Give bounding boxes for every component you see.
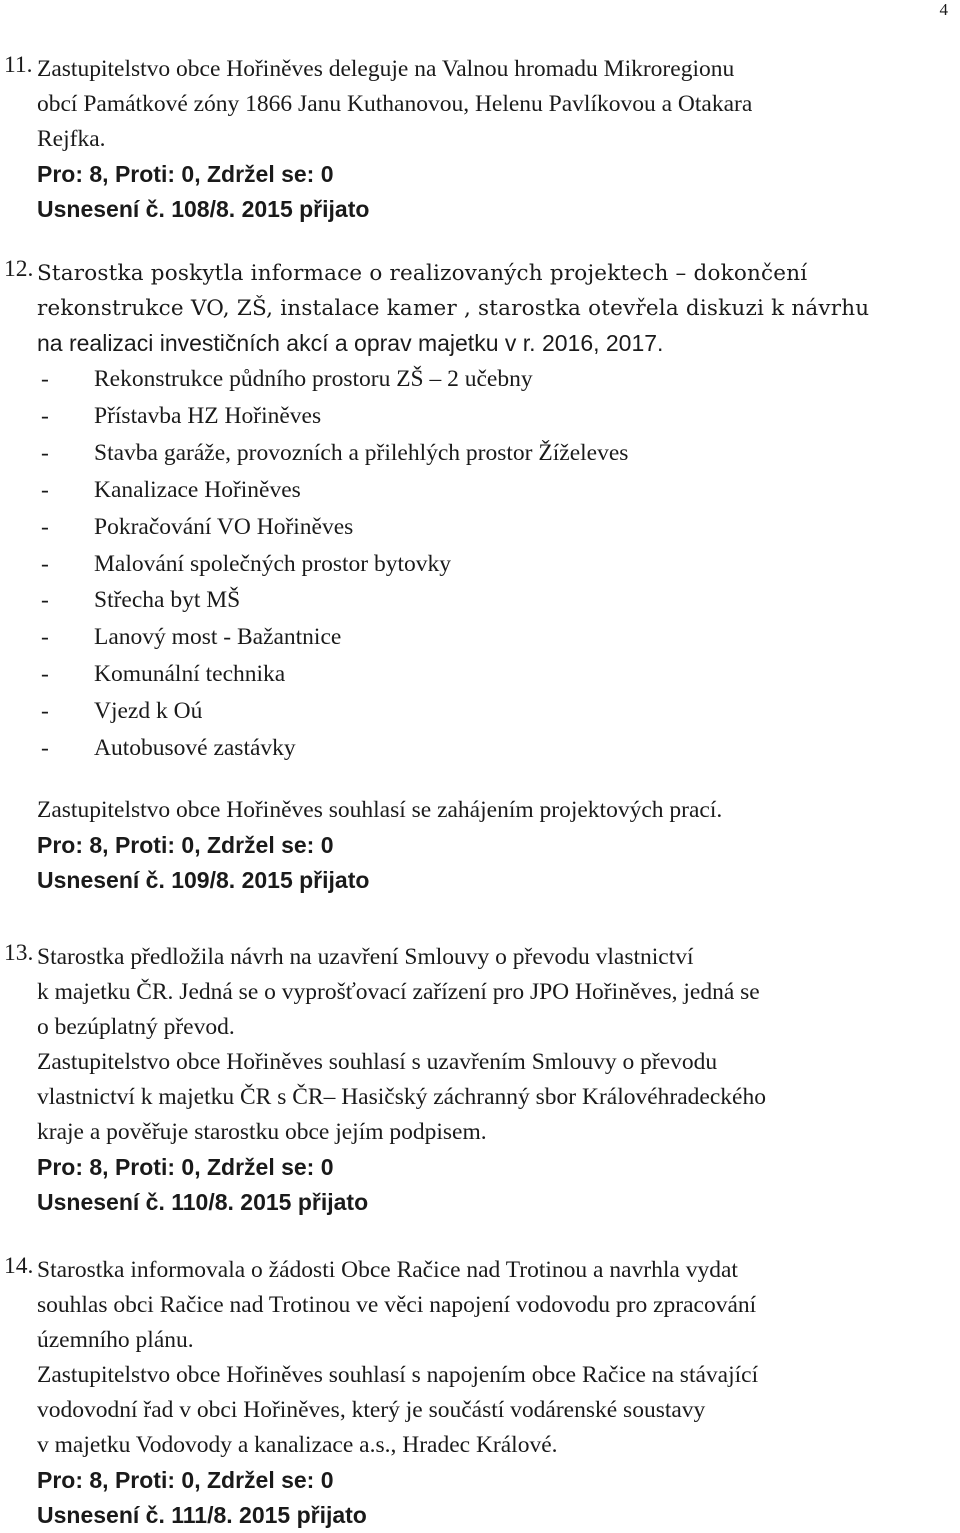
project-label: Autobusové zastávky — [94, 735, 296, 762]
item-text-line: Starostka poskytla informace o realizovaných projektech – dokončení — [37, 261, 808, 286]
project-label: Komunální technika — [94, 661, 286, 688]
item-number: 12. — [4, 256, 34, 282]
page-number: 4 — [939, 0, 948, 19]
list-item: - Malování společných prostor bytovky — [0, 546, 952, 583]
project-label: Pokračování VO Hořiněves — [94, 513, 354, 540]
resolution-status: Usnesení č. 109/8. 2015 přijato — [37, 866, 370, 893]
list-item: - Vjezd k Oú — [0, 693, 952, 730]
item-text-line: Starostka předložila návrh na uzavření Smlouvy o převodu vlastnictví — [37, 944, 694, 970]
agenda-item-14 — [0, 1253, 952, 1533]
project-label: Lanový most - Bažantnice — [94, 624, 342, 651]
list-item: - Autobusové zastávky — [0, 730, 952, 767]
project-label: Střecha byt MŠ — [94, 587, 241, 614]
vote-result: Pro: 8, Proti: 0, Zdržel se: 0 — [37, 1154, 334, 1180]
project-label: Přístavba HZ Hořiněves — [94, 402, 322, 429]
item-number: 14. — [4, 1253, 34, 1279]
list-item: - Přístavba HZ Hořiněves — [0, 398, 952, 435]
agenda-item-13 — [0, 940, 952, 1220]
list-item: - Pokračování VO Hořiněves — [0, 509, 952, 546]
item-text-line: Rejfka. — [37, 126, 106, 152]
project-label: Stavba garáže, provozních a přilehlých prostor Žíželeves — [94, 439, 629, 466]
item-number: 11. — [4, 52, 33, 78]
item-text-line: kraje a pověřuje starostku obce jejím podpisem. — [37, 1119, 487, 1145]
item-text-line: k majetku ČR. Jedná se o vyprošťovací zařízení pro JPO Hořiněves, jedná se — [37, 979, 760, 1005]
resolution-status: Usnesení č. 110/8. 2015 přijato — [37, 1189, 369, 1215]
project-label: Kanalizace Hořiněves — [94, 476, 301, 503]
item-text-line: rekonstrukce VO, ZŠ, instalace kamer , starostka otevřela diskuzi k návrhu — [37, 296, 870, 321]
item-number: 13. — [4, 940, 34, 966]
list-item: - Střecha byt MŠ — [0, 582, 952, 619]
item-text-line: o bezúplatný převod. — [37, 1014, 235, 1040]
resolution-status: Usnesení č. 111/8. 2015 přijato — [37, 1502, 367, 1528]
item-text-line: vlastnictví k majetku ČR s ČR– Hasičský záchranný sbor Královéhradeckého — [37, 1084, 766, 1110]
agenda-item-11 — [0, 52, 952, 227]
vote-result: Pro: 8, Proti: 0, Zdržel se: 0 — [37, 1467, 334, 1493]
decision-text: Zastupitelstvo obce Hořiněves souhlasí se zahájením projektových prací. — [37, 796, 723, 823]
agenda-item-12 — [0, 256, 952, 898]
item-text-line: Zastupitelstvo obce Hořiněves souhlasí s napojením obce Račice na stávající — [37, 1362, 759, 1388]
list-item: - Komunální technika — [0, 656, 952, 693]
vote-result: Pro: 8, Proti: 0, Zdržel se: 0 — [37, 831, 334, 858]
item-text-line: územního plánu. — [37, 1327, 194, 1353]
item-text-line: na realizaci investičních akcí a oprav majetku v r. 2016, 2017. — [37, 330, 664, 356]
resolution-status: Usnesení č. 108/8. 2015 přijato — [37, 196, 370, 222]
list-item: - Stavba garáže, provozních a přilehlých prostor Žíželeves — [0, 435, 952, 472]
item-text-line: obcí Památkové zóny 1866 Janu Kuthanovou, Helenu Pavlíkovou a Otakara — [37, 91, 753, 117]
project-list — [0, 361, 952, 767]
item-text-line: souhlas obci Račice nad Trotinou ve věci napojení vodovodu pro zpracování — [37, 1292, 757, 1318]
project-label: Vjezd k Oú — [94, 698, 203, 725]
list-item: - Rekonstrukce půdního prostoru ZŠ – 2 učebny — [0, 361, 952, 398]
list-item: - Lanový most - Bažantnice — [0, 619, 952, 656]
project-label: Rekonstrukce půdního prostoru ZŠ – 2 učebny — [94, 366, 533, 392]
vote-result: Pro: 8, Proti: 0, Zdržel se: 0 — [37, 161, 334, 187]
project-label: Malování společných prostor bytovky — [94, 550, 452, 577]
item-text-line: Starostka informovala o žádosti Obce Račice nad Trotinou a navrhla vydat — [37, 1257, 738, 1283]
item-text-line: vodovodní řad v obci Hořiněves, který je součástí vodárenské soustavy — [37, 1397, 706, 1423]
list-item: - Kanalizace Hořiněves — [0, 472, 952, 509]
item-text-line: Zastupitelstvo obce Hořiněves deleguje na Valnou hromadu Mikroregionu — [37, 56, 735, 82]
item-text-line: v majetku Vodovody a kanalizace a.s., Hradec Králové. — [37, 1432, 558, 1458]
item-text-line: Zastupitelstvo obce Hořiněves souhlasí s uzavřením Smlouvy o převodu — [37, 1049, 718, 1075]
